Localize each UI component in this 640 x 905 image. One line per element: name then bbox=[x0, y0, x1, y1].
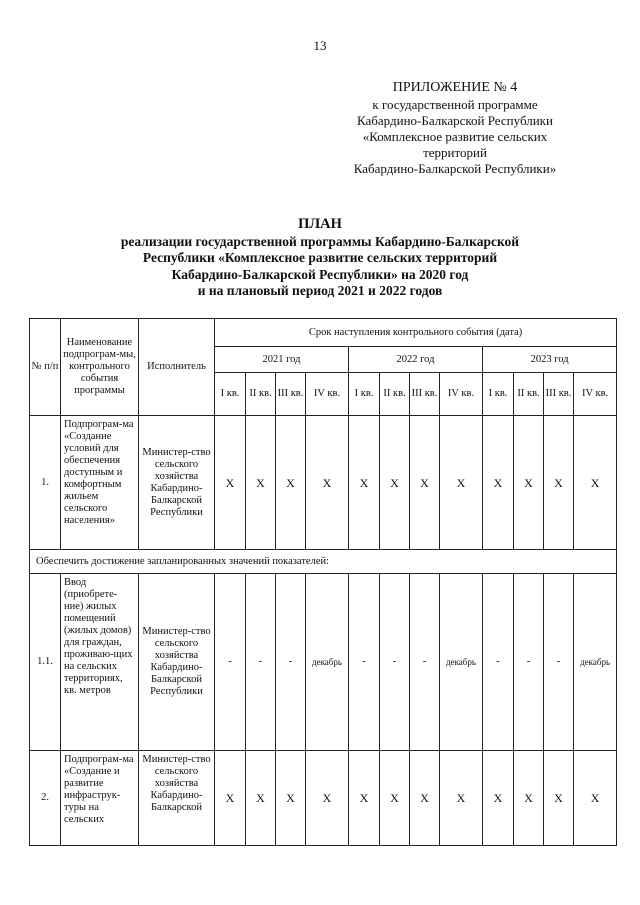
header-quarter: III кв. bbox=[544, 373, 574, 416]
row-cell: Х bbox=[440, 416, 483, 550]
row-cell: Х bbox=[215, 751, 246, 846]
row-num: 1.1. bbox=[30, 574, 61, 751]
table-row bbox=[30, 550, 617, 574]
row-cell: - bbox=[380, 574, 410, 751]
appendix-line: территорий bbox=[423, 145, 487, 160]
row-name: Ввод (приобрете-ние) жилых помещений (жилых домов) для граждан, проживаю-щих на сельских территориях, кв. метров bbox=[61, 574, 139, 751]
plan-subtitle-line: Кабардино-Балкарской Республики» на 2020 год bbox=[171, 266, 469, 282]
appendix-line: Кабардино-Балкарской Республики» bbox=[353, 161, 557, 176]
header-quarter: III кв. bbox=[410, 373, 440, 416]
header-quarter: I кв. bbox=[215, 373, 246, 416]
row-cell: - bbox=[215, 574, 246, 751]
row-cell: - bbox=[276, 574, 306, 751]
header-year: 2021 год bbox=[215, 347, 349, 373]
header-quarter: II кв. bbox=[246, 373, 276, 416]
row-cell: Х bbox=[215, 416, 246, 550]
header-name: Наименование подпрограм-мы, контрольного события программы bbox=[61, 319, 139, 416]
row-cell: Х bbox=[440, 751, 483, 846]
row-cell: Х bbox=[380, 416, 410, 550]
appendix-block bbox=[330, 80, 580, 177]
row-cell: Х bbox=[574, 751, 617, 846]
row-cell: - bbox=[349, 574, 380, 751]
row-cell: - bbox=[514, 574, 544, 751]
plan-table bbox=[29, 318, 617, 846]
plan-title: ПЛАН bbox=[298, 216, 342, 232]
row-cell: - bbox=[246, 574, 276, 751]
plan-subtitle-line: реализации государственной программы Кабардино-Балкарской bbox=[120, 233, 520, 249]
row-cell: Х bbox=[246, 416, 276, 550]
header-quarter: I кв. bbox=[349, 373, 380, 416]
row-cell: Х bbox=[380, 751, 410, 846]
header-quarter: IV кв. bbox=[440, 373, 483, 416]
appendix-line: Кабардино-Балкарской Республики bbox=[357, 113, 553, 128]
row-executor: Министер-ство сельского хозяйства Кабардино-Балкарской Республики bbox=[139, 416, 215, 550]
header-quarter: IV кв. bbox=[574, 373, 617, 416]
header-num: № п/п bbox=[30, 319, 61, 416]
plan-subtitle-line: и на плановый период 2021 и 2022 годов bbox=[197, 283, 443, 298]
row-cell: Х bbox=[276, 751, 306, 846]
row-name: Подпрограм-ма «Создание условий для обеспечения доступным и комфортным жильем сельского населения» bbox=[61, 416, 139, 550]
row-cell: Х bbox=[410, 416, 440, 550]
header-quarter: II кв. bbox=[380, 373, 410, 416]
table-header-row bbox=[30, 319, 617, 347]
header-year: 2023 год bbox=[483, 347, 617, 373]
row-cell: - bbox=[410, 574, 440, 751]
row-cell: Х bbox=[349, 416, 380, 550]
row-cell: Х bbox=[276, 416, 306, 550]
row-num: 2. bbox=[30, 751, 61, 846]
row-cell: Х bbox=[306, 416, 349, 550]
table-row bbox=[30, 751, 617, 846]
row-name: Подпрограм-ма «Создание и развитие инфраструк-туры на сельских bbox=[61, 751, 139, 846]
row-cell: Х bbox=[349, 751, 380, 846]
row-cell: Х bbox=[544, 751, 574, 846]
plan-title-block bbox=[60, 216, 580, 300]
row-cell: декабрь bbox=[574, 574, 617, 751]
row-span-text: Обеспечить достижение запланированных значений показателей: bbox=[30, 550, 617, 574]
row-cell: Х bbox=[544, 416, 574, 550]
appendix-line: «Комплексное развитие сельских bbox=[362, 129, 548, 144]
row-cell: декабрь bbox=[440, 574, 483, 751]
row-cell: Х bbox=[514, 751, 544, 846]
row-executor: Министер-ство сельского хозяйства Кабардино-Балкарской Республики bbox=[139, 574, 215, 751]
row-cell: - bbox=[483, 574, 514, 751]
row-num: 1. bbox=[30, 416, 61, 550]
row-cell: Х bbox=[246, 751, 276, 846]
row-cell: - bbox=[544, 574, 574, 751]
row-cell: Х bbox=[410, 751, 440, 846]
row-cell: Х bbox=[483, 751, 514, 846]
header-executor: Исполнитель bbox=[139, 319, 215, 416]
table-row bbox=[30, 416, 617, 550]
appendix-line: к государственной программе bbox=[372, 97, 538, 112]
plan-subtitle-line: Республики «Комплексное развитие сельских территорий bbox=[142, 250, 498, 265]
row-cell: Х bbox=[574, 416, 617, 550]
appendix-heading: ПРИЛОЖЕНИЕ № 4 bbox=[392, 80, 518, 95]
row-cell: Х bbox=[514, 416, 544, 550]
row-cell: Х bbox=[306, 751, 349, 846]
table-row bbox=[30, 574, 617, 751]
header-quarter: III кв. bbox=[276, 373, 306, 416]
row-cell: декабрь bbox=[306, 574, 349, 751]
header-quarter: IV кв. bbox=[306, 373, 349, 416]
header-quarter: II кв. bbox=[514, 373, 544, 416]
row-executor: Министер-ство сельского хозяйства Кабардино-Балкарской bbox=[139, 751, 215, 846]
header-quarter: I кв. bbox=[483, 373, 514, 416]
row-cell: Х bbox=[483, 416, 514, 550]
header-deadline: Срок наступления контрольного события (дата) bbox=[215, 319, 617, 347]
page-number: 13 bbox=[313, 38, 327, 53]
header-year: 2022 год bbox=[349, 347, 483, 373]
